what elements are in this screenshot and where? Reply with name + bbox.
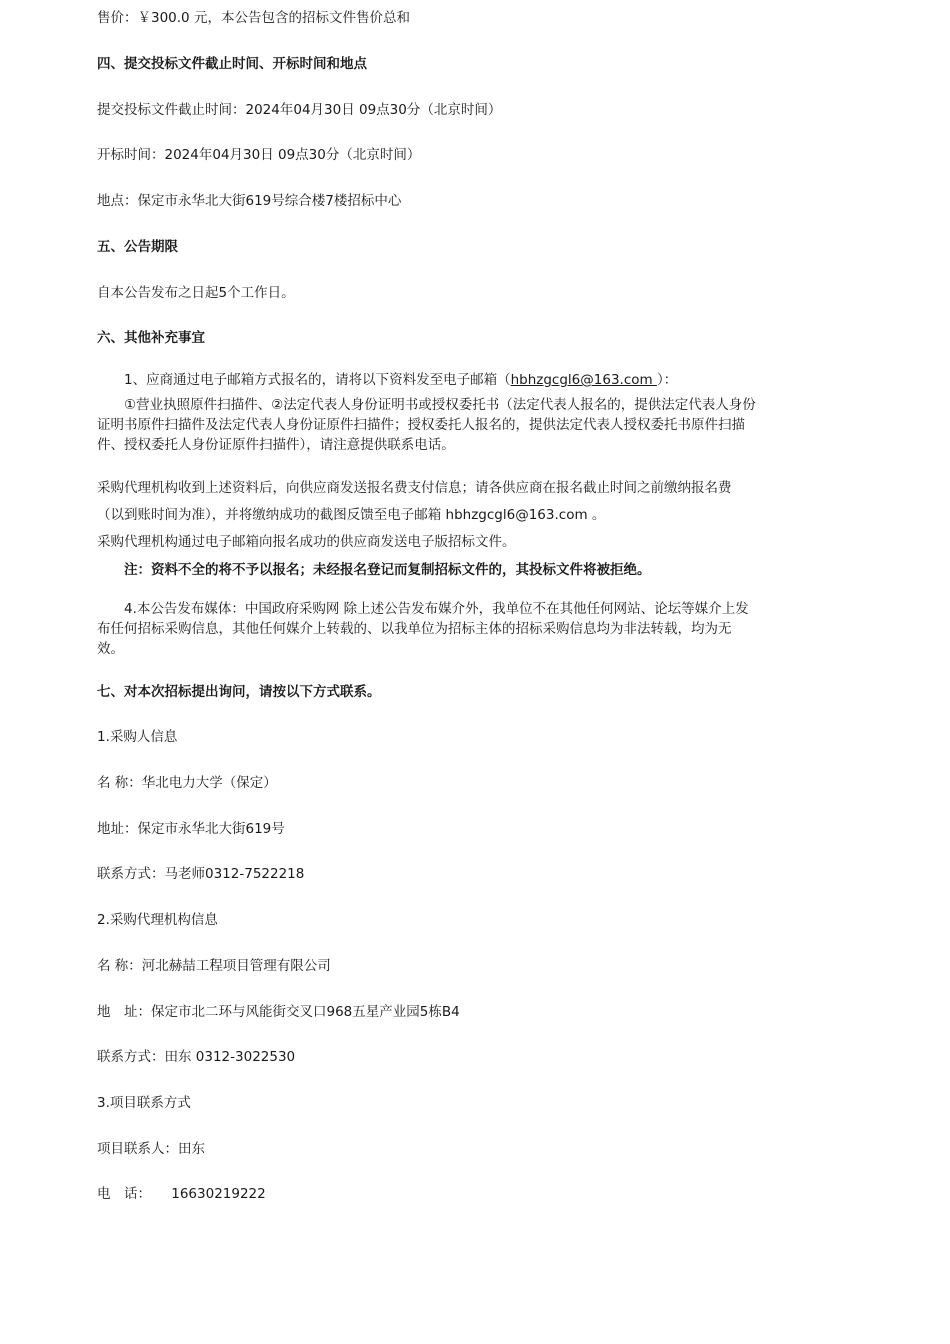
project-contact-title: 3.项目联系方式	[97, 1095, 191, 1111]
section-5-title: 五、公告期限	[97, 239, 178, 255]
agent-contact: 联系方式：田东 0312-3022530	[97, 1049, 296, 1065]
section-6-title: 六、其他补充事宜	[97, 330, 205, 346]
item-1-detail: ①营业执照原件扫描件、②法定代表人身份证明书或授权委托书（法定代表人报名的，提供法定代表人身份证明书原件扫描件及法定代表人身份证原件扫描件；授权委托人报名的，提供法定代表人授权委托书原件扫描件、授权委托人身份证原件扫描件），请注意提供联系电话。	[97, 397, 756, 453]
section-4-title: 四、提交投标文件截止时间、开标时间和地点	[97, 56, 367, 72]
item-1-email-link[interactable]: hbhzgcgl6@163.com	[510, 372, 657, 388]
period-line: 自本公告发布之日起5个工作日。	[97, 285, 295, 301]
project-contact-person: 项目联系人：田东	[97, 1141, 205, 1157]
agent-name: 名 称：河北赫喆工程项目管理有限公司	[97, 958, 331, 974]
buyer-title: 1.采购人信息	[97, 729, 178, 745]
open-time-line: 开标时间：2024年04月30日 09点30分（北京时间）	[97, 147, 421, 163]
agency-line-3: 采购代理机构通过电子邮箱向报名成功的供应商发送电子版招标文件。	[97, 534, 516, 550]
price-line: 售价：￥300.0 元，本公告包含的招标文件售价总和	[97, 10, 410, 26]
media-paragraph: 4.本公告发布媒体：中国政府采购网 除上述公告发布媒介外，我单位不在其他任何网站、论坛等媒介上发布任何招标采购信息，其他任何媒介上转载的、以我单位为招标主体的招标采购信息均为非法转载，均为无效。	[97, 601, 749, 657]
agency-line-1: 采购代理机构收到上述资料后，向供应商发送报名费支付信息；请各供应商在报名截止时间之前缴纳报名费	[97, 480, 732, 496]
buyer-address: 地址：保定市永华北大街619号	[97, 821, 285, 837]
deadline-line: 提交投标文件截止时间：2024年04月30日 09点30分（北京时间）	[97, 102, 502, 118]
project-phone: 电 话： 16630219222	[97, 1186, 266, 1202]
section-7-title: 七、对本次招标提出询问，请按以下方式联系。	[97, 684, 381, 700]
agency-line-2: （以到账时间为准），并将缴纳成功的截图反馈至电子邮箱 hbhzgcgl6@163.com 。	[97, 507, 606, 523]
location-line: 地点：保定市永华北大街619号综合楼7楼招标中心	[97, 193, 402, 209]
buyer-contact: 联系方式：马老师0312-7522218	[97, 866, 305, 882]
agent-address: 地 址：保定市北二环与风能街交叉口968五星产业园5栋B4	[97, 1004, 460, 1020]
item-1-prefix: 1、应商通过电子邮箱方式报名的，请将以下资料发至电子邮箱（	[124, 372, 511, 388]
item-1-line	[124, 370, 677, 390]
buyer-name: 名 称：华北电力大学（保定）	[97, 775, 277, 791]
agent-title: 2.采购代理机构信息	[97, 912, 218, 928]
item-1-suffix: ）：	[656, 372, 678, 388]
note-line: 注：资料不全的将不予以报名；未经报名登记而复制招标文件的，其投标文件将被拒绝。	[124, 562, 651, 578]
